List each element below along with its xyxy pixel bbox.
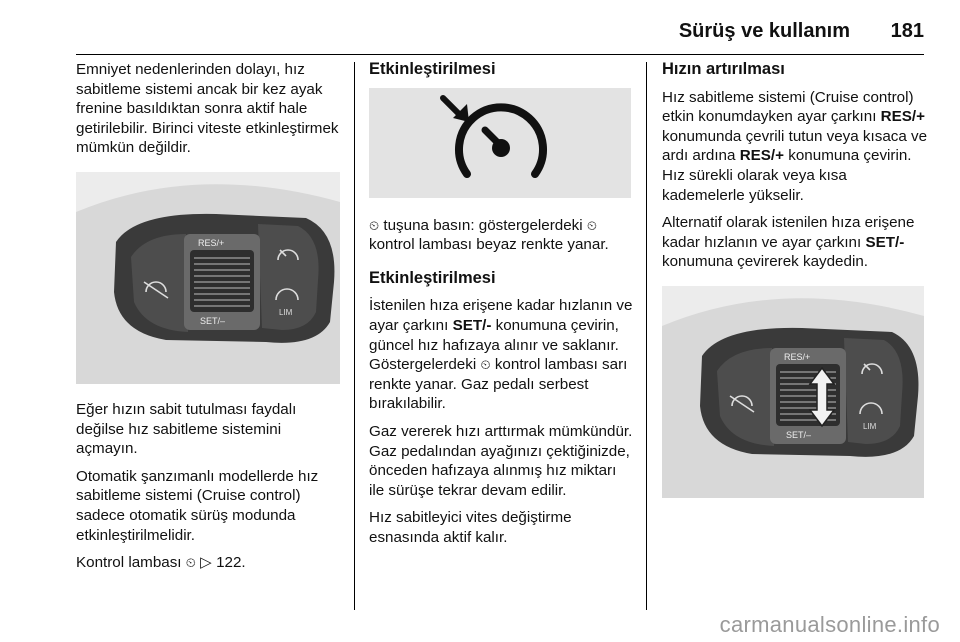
header-rule	[76, 54, 924, 55]
col2-paragraph-2: İstenilen hıza erişene kadar hızlanın ve ayar çarkını SET/- konumuna çevirin, güncel hız hafızaya alınır ve saklanır. Göstergelerdeki ⏲ kontrol lambası sarı renkte yanar. Gaz pedalı serbest bırakılabilir.	[369, 297, 633, 413]
column-divider-2	[646, 62, 647, 610]
col1-paragraph-4: Kontrol lambası ⏲ ▷ 122.	[76, 554, 246, 572]
column-2	[369, 60, 635, 556]
set-minus-label: SET/–	[786, 429, 812, 440]
column-3	[662, 60, 930, 498]
section-title: Sürüş ve kullanım	[678, 20, 850, 42]
col3-heading-1: Hızın artırılması	[662, 60, 785, 78]
cruise-indicator-icon: ⏲	[480, 357, 491, 373]
col2-paragraph-3: Gaz vererek hızı arttırmak mümkündür. Gaz pedalından ayağınızı çektiğinizde, önceden hafızaya alınmış hız miktarı ile sürüşe tekrar devam edilir.	[369, 422, 633, 499]
col2-heading-2: Etkinleştirilmesi	[369, 268, 496, 287]
col2-paragraph-1: ⏲ tuşuna basın: göstergelerdeki ⏲ kontrol lambası beyaz renkte yanar.	[369, 216, 609, 254]
cruise-control-symbol	[369, 88, 631, 198]
page-header	[0, 8, 960, 48]
col1-paragraph-1: Emniyet nedenlerinden dolayı, hız sabitleme sistemi ancak bir kez ayak frenine basıldıktan sonra aktif hale getirilebilir. Birinci viteste etkinleştirmek mümkün değildir.	[76, 61, 339, 157]
steering-wheel-controls-image	[76, 172, 340, 384]
column-1	[76, 60, 342, 581]
cruise-button-icon: ⏲	[369, 217, 380, 233]
col1-paragraph-3: Otomatik şanzımanlı modellerde hız sabitleme sistemi (Cruise control) sadece otomatik sürüş modunda etkinleştirilmelidir.	[76, 467, 319, 544]
col3-paragraph-2: Alternatif olarak istenilen hıza erişene kadar hızlanın ve ayar çarkını SET/- konumuna çevirerek kaydedin.	[662, 214, 915, 271]
cruise-control-symbol-image	[369, 88, 631, 198]
set-minus-label: SET/–	[200, 315, 226, 326]
res-plus-label: RES/+	[198, 237, 225, 248]
col2-paragraph-4: Hız sabitleyici vites değiştirme esnasında aktif kalır.	[369, 509, 572, 546]
steering-wheel-illustration-2	[662, 286, 924, 498]
cruise-indicator-icon: ⏲	[586, 217, 598, 233]
page-number: 181	[890, 20, 924, 42]
col2-heading-1: Etkinleştirilmesi	[369, 60, 496, 78]
col3-paragraph-1: Hız sabitleme sistemi (Cruise control) etkin konumdayken ayar çarkını RES/+ konumunda çevrili tutun veya kısaca ve ardı ardına RES/+ konumuna çevirin. Hız sürekli olarak veya kısa kademelerle yükselir.	[662, 88, 928, 204]
cruise-indicator-icon: ⏲	[185, 555, 196, 571]
steering-wheel-controls-image-2	[662, 286, 924, 498]
column-divider-1	[354, 62, 355, 610]
lim-label: LIM	[863, 421, 877, 431]
col1-paragraph-2: Eğer hızın sabit tutulması faydalı değilse hız sabitleme sistemini açmayın.	[76, 400, 297, 458]
watermark: carmanualsonline.info	[719, 612, 940, 637]
page-reference-icon: ▷	[200, 554, 212, 572]
steering-wheel-illustration	[76, 172, 340, 384]
lim-label: LIM	[279, 307, 293, 317]
res-plus-label: RES/+	[784, 351, 811, 362]
